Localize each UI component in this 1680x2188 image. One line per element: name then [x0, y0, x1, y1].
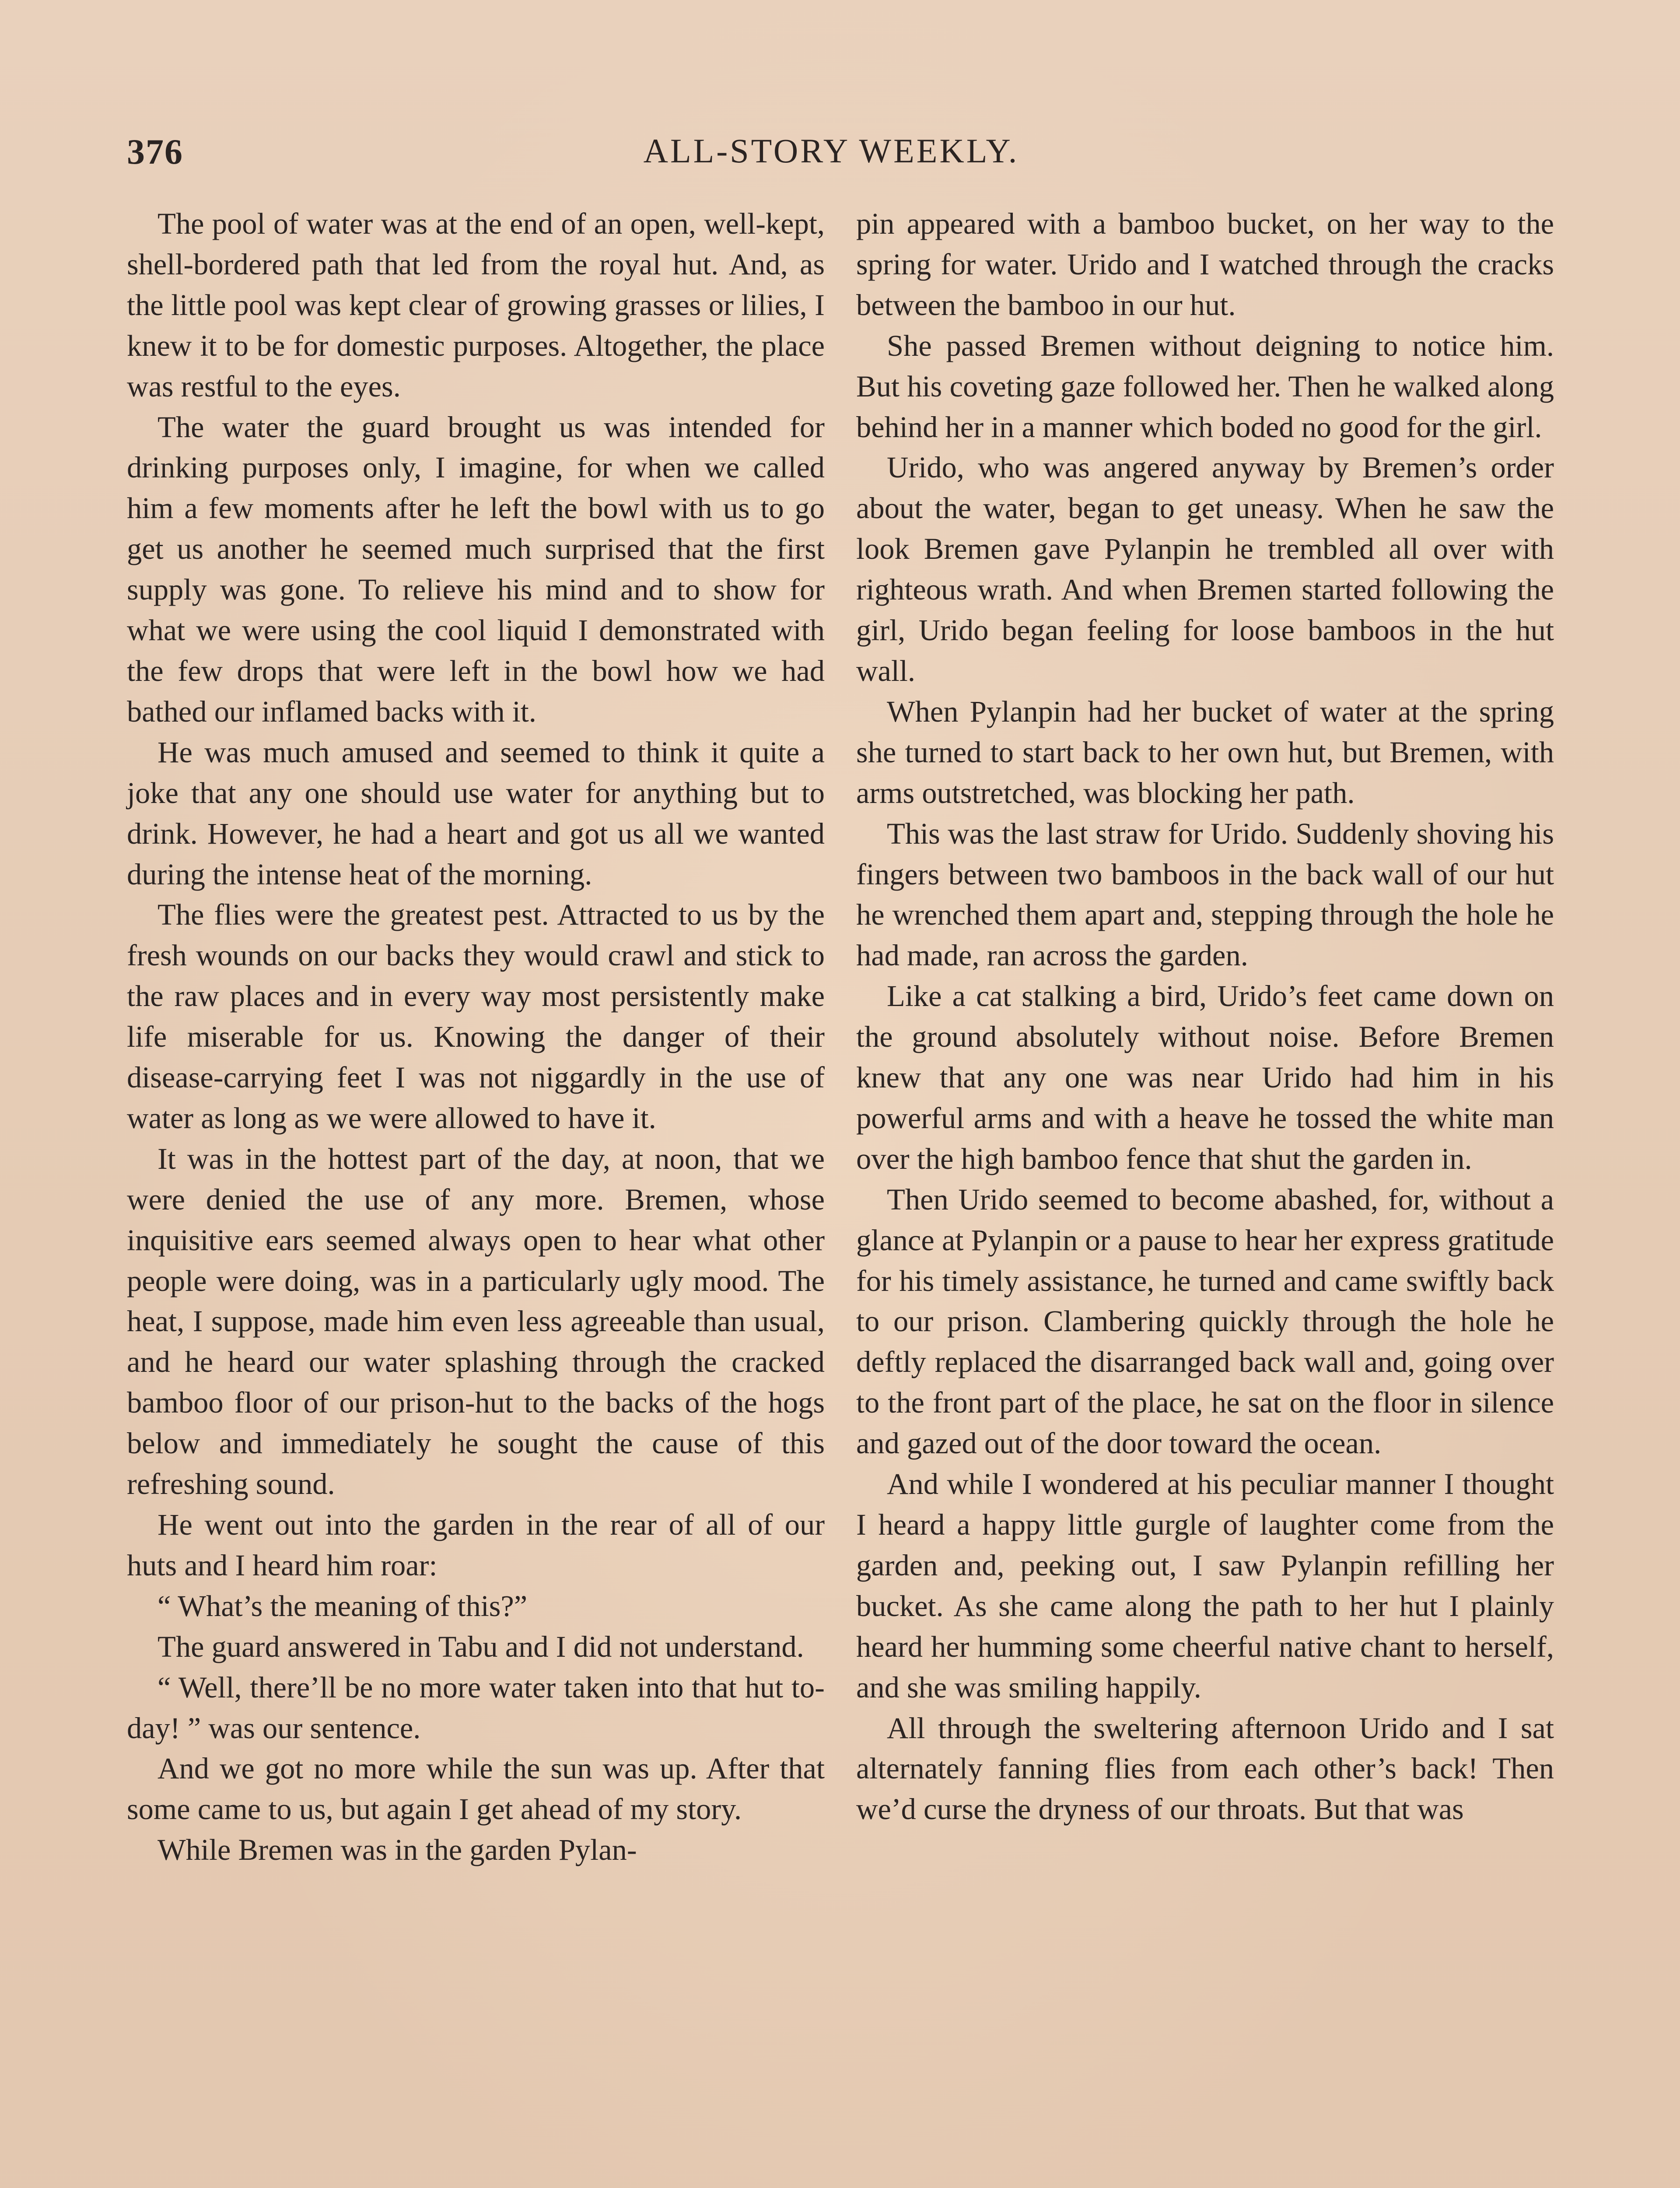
paragraph: The guard answered in Tabu and I did not understand.: [158, 1630, 804, 1663]
right-column: [856, 203, 1554, 1830]
paragraph: When Pylanpin had her bucket of water at the spring she turned to start back to her own hut, but Bremen, with arms outstretched, was blocking her path.: [856, 694, 1554, 810]
page-header: [127, 131, 1536, 184]
paragraph: And we got no more while the sun was up. After that some came to us, but again I get ahead of my story.: [127, 1752, 825, 1826]
paragraph: Then Urido seemed to become abashed, for, without a glance at Pylanpin or a pause to hear her express gratitude for his timely assistance, he turned and came swiftly back to our prison. Clambering quickly through the hole he deftly replaced the disarranged back wall and, going over to the front part of the place, he sat on the floor in silence and gazed out of the door toward the ocean.: [856, 1182, 1554, 1460]
paragraph: She passed Bremen without deigning to notice him. But his coveting gaze followed her. Then he walked along behind her in a manner which boded no good for the girl.: [856, 329, 1554, 444]
left-column: [127, 203, 825, 1870]
paragraph: The pool of water was at the end of an open, well-kept, shell-bordered path that led from the royal hut. And, as the little pool was kept clear of growing grasses or lilies, I knew it to be for domestic purposes. Altogether, the place was restful to the eyes.: [127, 207, 825, 403]
paragraph: All through the sweltering afternoon Urido and I sat alternately fanning flies from each other’s back! Then we’d curse the dryness of our throats. But that was: [856, 1711, 1554, 1826]
paragraph: And while I wondered at his peculiar manner I thought I heard a happy little gurgle of laughter come from the garden and, peeking out, I saw Pylanpin refilling her bucket. As she came along the path to her hut I plainly heard her humming some cheerful native chant to herself, and she was smiling happily.: [856, 1467, 1554, 1704]
paragraph: While Bremen was in the garden Pylan-: [158, 1833, 637, 1867]
paragraph: pin appeared with a bamboo bucket, on her way to the spring for water. Urido and I watched through the cracks between the bamboo in our hut.: [856, 207, 1554, 322]
paragraph: Like a cat stalking a bird, Urido’s feet came down on the ground absolutely without noise. Before Bremen knew that any one was near Urido had him in his powerful arms and with a heave he tossed the white man over the high bamboo fence that shut the garden in.: [856, 979, 1554, 1175]
paragraph: He was much amused and seemed to think it quite a joke that any one should use water for anything but to drink. However, he had a heart and got us all we wanted during the intense heat of the morning.: [127, 735, 825, 891]
paragraph: It was in the hottest part of the day, at noon, that we were denied the use of any more. Bremen, whose inquisitive ears seemed always open to hear what other people were doing, was in a particularly ugly mood. The heat, I suppose, made him even less agreeable than usual, and he heard our water splashing through the cracked bamboo floor of our prison-hut to the backs of the hogs below and immediately he sought the cause of this refreshing sound.: [127, 1142, 825, 1501]
paragraph: The water the guard brought us was intended for drinking purposes only, I imagine, for when we called him a few moments after he left the bowl with us to go get us another he seemed much surprised that the first supply was gone. To relieve his mind and to show for what we were using the cool liquid I demonstrated with the few drops that were left in the bowl how we had bathed our inflamed backs with it.: [127, 410, 825, 728]
paragraph: He went out into the garden in the rear of all of our huts and I heard him roar:: [127, 1508, 825, 1582]
paragraph: Urido, who was angered anyway by Bremen’s order about the water, began to get uneasy. When he saw the look Bremen gave Pylanpin he trembled all over with righteous wrath. And when Bremen started following the girl, Urido began feeling for loose bamboos in the hut wall.: [856, 451, 1554, 687]
paragraph: “ What’s the meaning of this?”: [158, 1589, 528, 1623]
paragraph: The flies were the greatest pest. Attracted to us by the fresh wounds on our backs they would crawl and stick to the raw places and in every way most persistently make life miserable for us. Knowing the danger of their disease-carrying feet I was not niggardly in the use of water as long as we were allowed to have it.: [127, 898, 825, 1135]
page-number: 376: [127, 132, 183, 172]
paragraph: “ Well, there’ll be no more water taken into that hut to-day! ” was our sentence.: [127, 1670, 825, 1745]
running-title: ALL-STORY WEEKLY.: [643, 132, 1019, 170]
paragraph: This was the last straw for Urido. Suddenly shoving his fingers between two bamboos in the back wall of our hut he wrenched them apart and, stepping through the hole he had made, ran across the garden.: [856, 817, 1554, 972]
